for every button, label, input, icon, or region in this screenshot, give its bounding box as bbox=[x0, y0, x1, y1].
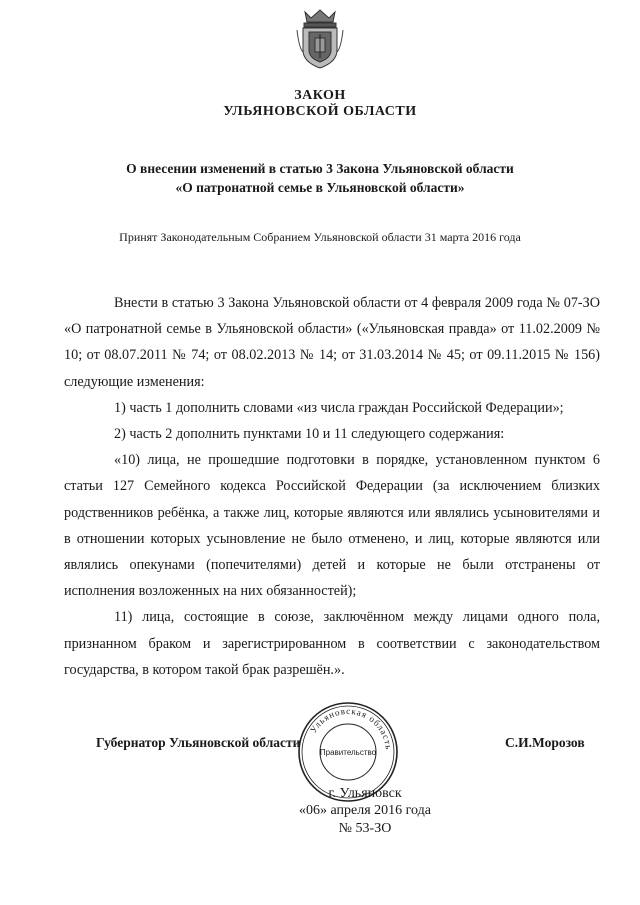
law-number: № 53-ЗО bbox=[338, 821, 392, 836]
adoption-note: Принят Законодательным Собранием Ульяновской области 31 марта 2016 года bbox=[119, 230, 521, 244]
signing-date: «06» апреля 2016 года bbox=[299, 803, 431, 818]
signatory-title: Губернатор Ульяновской области bbox=[96, 735, 301, 750]
amendment-item-1: 1) часть 1 дополнить словами «из числа граждан Российской Федерации»; bbox=[114, 399, 564, 416]
body-intro-paragraph: Внести в статью 3 Закона Ульяновской области от 4 февраля 2009 года № 07-ЗО «О патронатной семье в Ульяновской области» («Ульяновская правда» от 11.02.2009 № 10; от 08.07.2011 № 74; от 08.02.2013 № 14; от 31.03.2014 № 45; от 09.11.2015 № 156) следующие изменения: bbox=[64, 295, 600, 390]
amendment-item-2: 2) часть 2 дополнить пунктами 10 и 11 следующего содержания: bbox=[114, 426, 505, 443]
document-type: ЗАКОН bbox=[294, 88, 346, 103]
svg-text:Ульяновская область: Ульяновская область bbox=[307, 705, 395, 751]
document-title-line1: О внесении изменений в статью 3 Закона Ульяновской области bbox=[126, 161, 514, 176]
new-point-11: 11) лица, состоящие в союзе, заключённом между лицами одного пола, признанном браком и зарегистрированном в соответствии с законодательством государства, в котором такой брак разрешён.». bbox=[64, 609, 600, 678]
document-title-line2: «О патронатной семье в Ульяновской области» bbox=[175, 180, 465, 195]
document-body bbox=[64, 290, 600, 683]
svg-text:Правительство: Правительство bbox=[319, 748, 377, 757]
issuing-region: УЛЬЯНОВСКОЙ ОБЛАСТИ bbox=[223, 104, 417, 119]
signatory-name: С.И.Морозов bbox=[505, 735, 585, 750]
new-point-10: «10) лица, не прошедшие подготовки в порядке, установленном пунктом 6 статьи 127 Семейного кодекса Российской Федерации (за исключением близких родственников ребёнка, а также лиц, которые являются или являлись усыновителями и в отношении которых усыновление не было отменено, и лиц, которые являются или являлись опекунами (попечителями) детей и которые не были отстранены от исполнения возложенных на них обязанностей); bbox=[64, 452, 600, 600]
signing-place: г. Ульяновск bbox=[328, 786, 402, 801]
coat-of-arms-emblem bbox=[295, 8, 345, 70]
